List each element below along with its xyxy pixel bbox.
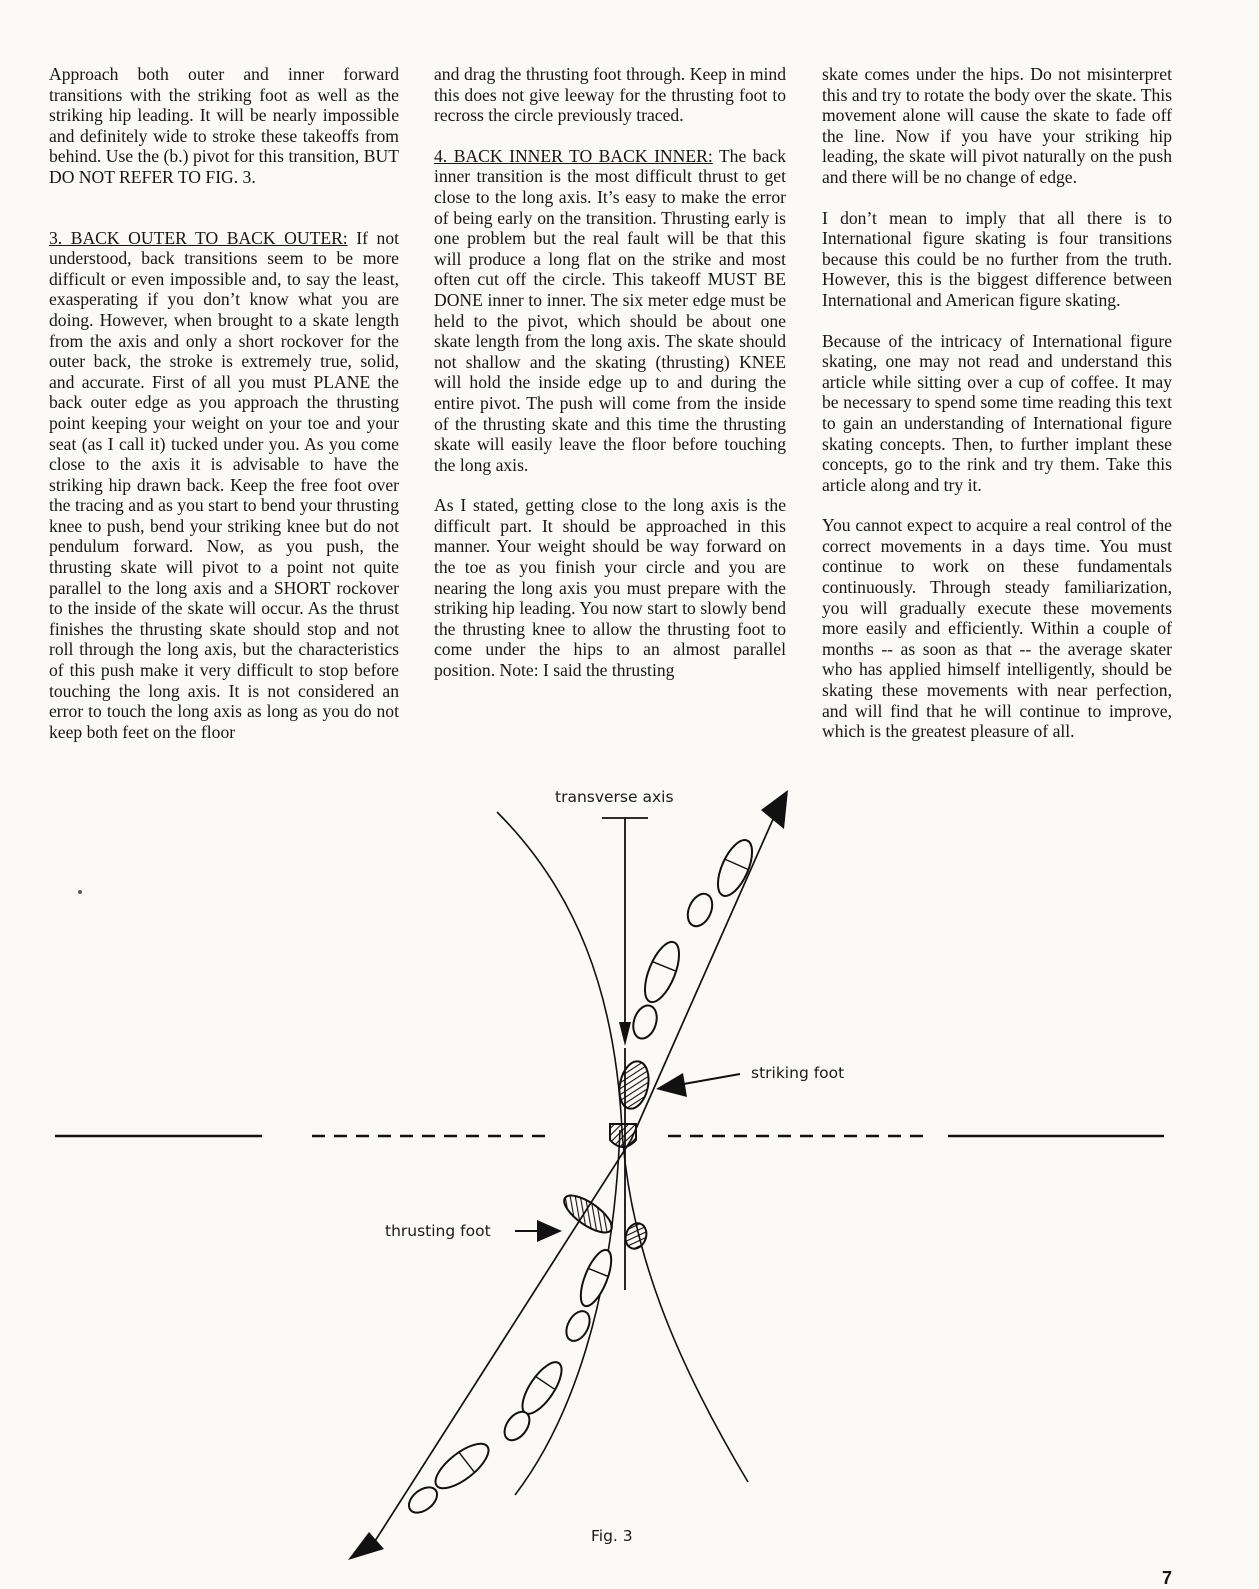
paragraph: As I stated, getting close to the long axis is the difficult part. It should be approached in this manner. Your weight should be way forward on the toe as you finish your circle and you are nearing the long axis you must prepare with the striking hip leading. You now start to slowly bend the thrusting knee to allow the thrusting foot to come under the hips to an almost parallel position. Note: I said the thrusting xyxy=(434,495,786,681)
page-number: 7 xyxy=(1162,1568,1173,1588)
direction-arrowhead-top xyxy=(761,790,788,829)
paragraph: skate comes under the hips. Do not misinterpret this and try to rotate the body over the skate. This movement alone will cause the skate to fade off the line. Now if you have your striking hip leading, the skate will pivot naturally on the push and there will be no change of edge. xyxy=(822,64,1172,187)
skate-prints-upper xyxy=(629,835,759,1041)
transverse-axis-arrowhead xyxy=(619,1022,631,1046)
paragraph: You cannot expect to acquire a real control of the correct movements in a days time. You must continue to work on these fundamentals continuously. Through steady familiarization, you will gradually execute these movements more easily and efficiently. Within a couple of months -- as soon as that -- the average skater who has applied himself intelligently, should be skating these movements with near perfection, and will find that he will continue to improve, which is the greatest pleasure of all. xyxy=(822,515,1172,742)
paragraph: I don’t mean to imply that all there is to International figure skating is four transitions because this could be no further from the truth. However, this is the biggest difference between International and American figure skating. xyxy=(822,207,1172,310)
striking-foot-label: striking foot xyxy=(751,1064,845,1082)
thrusting-foot-pointer xyxy=(515,1220,562,1242)
figure-caption: Fig. 3 xyxy=(591,1527,633,1545)
thrusting-foot-print xyxy=(559,1189,650,1252)
section-heading-back-outer: 3. BACK OUTER TO BACK OUTER: xyxy=(49,227,348,248)
paragraph: Approach both outer and inner forward transitions with the striking foot as well as the striking hip leading. It will be nearly impossible and definitely wide to stroke these takeoffs from behind. Use the (b.) pivot for this transition, BUT DO NOT REFER TO FIG. 3. xyxy=(49,64,399,187)
section-heading-back-inner: 4. BACK INNER TO BACK INNER: xyxy=(434,145,713,166)
paragraph: and drag the thrusting foot through. Keep in mind this does not give leeway for the thrusting foot to recross the circle previously traced. xyxy=(434,64,786,126)
paragraph: Because of the intricacy of International figure skating, one may not read and understand this article while sitting over a cup of coffee. It may be necessary to spend some time reading this text to gain an understanding of International figure skating concepts. Then, to further implant these concepts, go to the rink and try them. Take this article along and try it. xyxy=(822,330,1172,495)
striking-foot-pointer xyxy=(656,1073,740,1097)
skate-prints-lower xyxy=(404,1246,617,1518)
transverse-axis-label: transverse axis xyxy=(555,788,674,806)
paragraph-body: If not understood, back transitions seem to be more difficult or even impossible and, to say the least, exasperating if you don’t know what you are doing. However, when brought to a skate length from the axis and only a short rockover for the outer back, the stroke is extremely true, solid, and accurate. First of all you must PLANE the back outer edge as you approach the thrusting point keeping your weight on your toe and your seat (as I call it) tucked under you. As you come close to the axis it is advisable to have the striking hip drawn back. Keep the free foot over the tracing and as you start to bend your thrusting knee to push, bend your striking knee but do not pendulum forward. Now, as you push, the thrusting skate will pivot to a point not quite parallel to the long axis and a SHORT rockover to the inside of the skate will occur. As the thrust finishes the thrusting skate should stop and not roll through the long axis, but the characteristics of this push make it very difficult to stop before touching the long axis. It is not considered an error to touch the long axis as long as you do not keep both feet on the floor xyxy=(49,227,400,742)
paragraph-body: The back inner transition is the most difficult thrust to get close to the long axis. It’s easy to make the error of being early on the transition. Thrusting early is one problem but the real fault will be that this will produce a long flat on the strike and most often cut off the circle. This takeoff MUST BE DONE inner to inner. The six meter edge must be held to the pivot, which should be about one skate length from the long axis. The skate should not shallow and the skating (thrusting) KNEE will hold the inside edge up to and during the entire pivot. The push will come from the inside of the thrusting skate and this time the thrusting skate will easily leave the floor before touching the long axis. xyxy=(434,145,786,475)
thrusting-foot-label: thrusting foot xyxy=(385,1222,491,1240)
